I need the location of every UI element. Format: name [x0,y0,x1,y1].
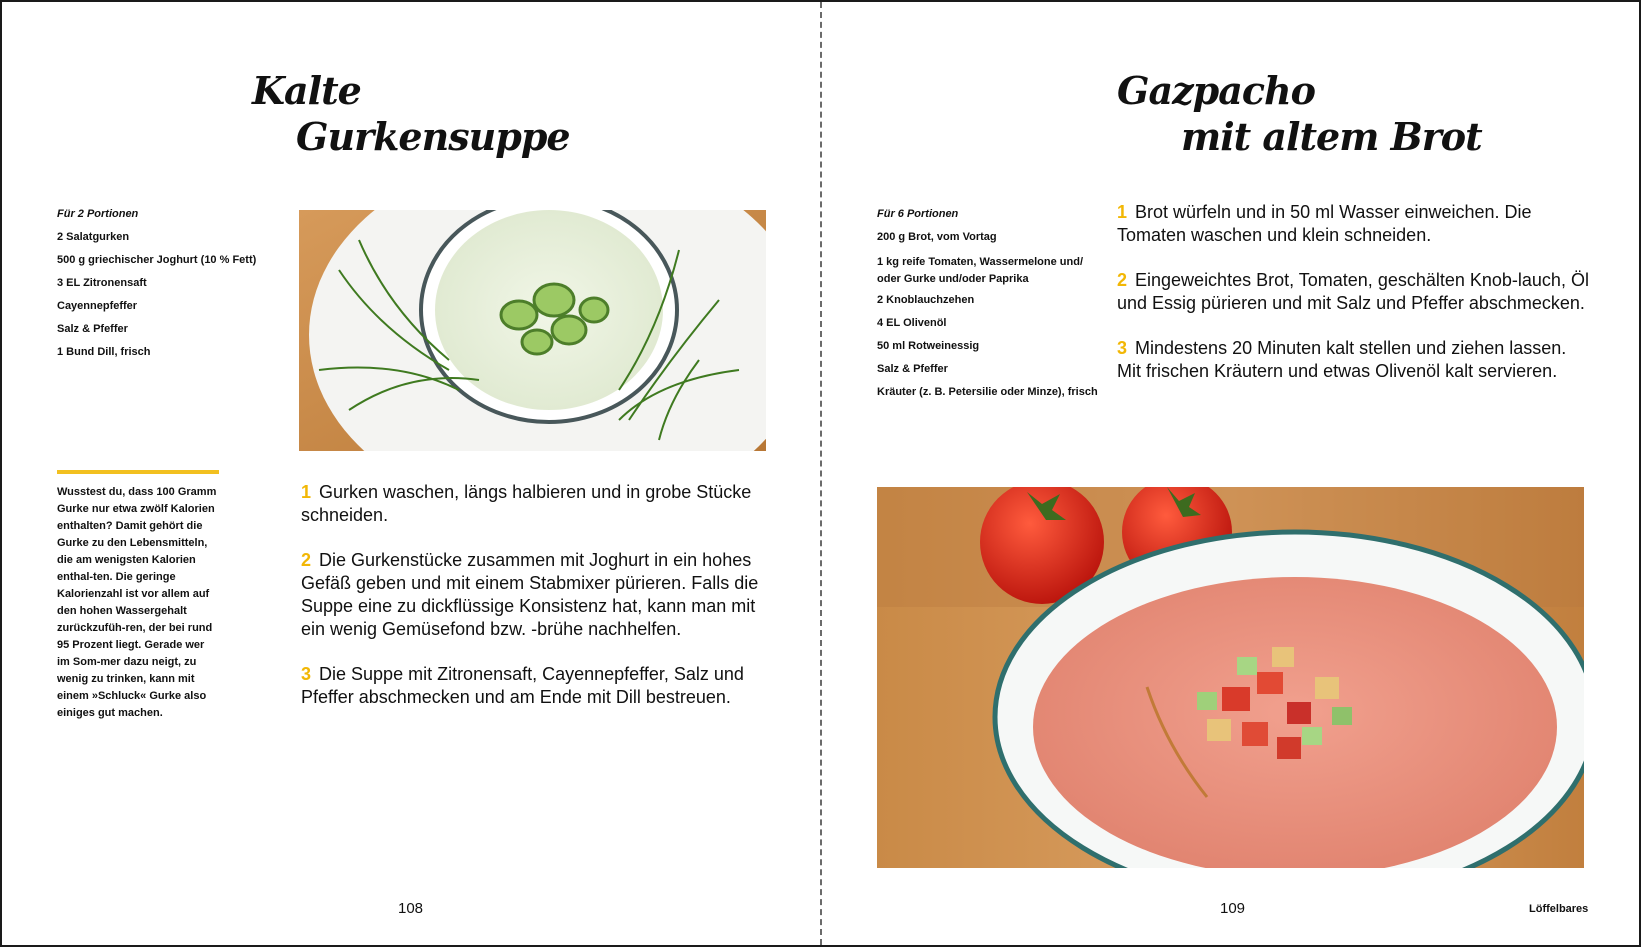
ingredient-item: 50 ml Rotweinessig [877,340,980,352]
title-line-1: Gazpacho [1117,68,1315,113]
ingredient-item: 3 EL Zitronensaft [57,277,147,289]
step-number: 3 [301,664,312,684]
step-text: Die Suppe mit Zitronensaft, Cayennepfeffer, Salz und Pfeffer abschmecken und am Ende mit Dill bestreuen. [301,664,744,707]
step-number: 2 [301,550,312,570]
step-text: Brot würfeln und in 50 ml Wasser einweichen. Die Tomaten waschen und klein schneiden. [1117,202,1532,245]
ingredient-item: 4 EL Olivenöl [877,317,947,329]
ingredient-item: Salz & Pfeffer [877,363,948,375]
step-number: 1 [301,482,312,502]
ingredient-item: Kräuter (z. B. Petersilie oder Minze), frisch [877,386,1098,398]
gazpacho-photo [877,487,1584,868]
page-number-right: 109 [1220,900,1246,917]
recipe-title-left [252,68,570,160]
recipe-title-right [1117,68,1482,160]
page-left [2,2,820,945]
fact-box-text: Wusstest du, dass 100 Gramm Gurke nur etwa zwölf Kalorien enthalten? Damit gehört die Gurke zu den Lebensmitteln, die am wenigsten Kalorien enthal-ten. Die geringe Kalorienzahl ist vor allem auf den hohen Wassergehalt zurückzufüh-ren, der bei rund 95 Prozent liegt. Gerade wer im Som-mer dazu neigt, zu wenig zu trinken, kann mit einem »Schluck« Gurke also einiges gut machen. [57,486,217,719]
portion-line: Für 6 Portionen [877,208,959,220]
cucumber-soup-photo [299,210,766,451]
ingredient-list-left [57,208,256,369]
gazpacho-image [877,487,1584,868]
step-item [1117,201,1592,247]
step-text: Mindestens 20 Minuten kalt stellen und ziehen lassen. Mit frischen Kräutern und etwas Olivenöl kalt servieren. [1117,338,1567,381]
step-number: 3 [1117,338,1128,358]
ingredient-item: 2 Knoblauchzehen [877,294,975,306]
cucumber-soup-image [299,210,766,451]
page-right [822,2,1639,945]
step-text: Die Gurkenstücke zusammen mit Joghurt in ein hohes Gefäß geben und mit einem Stabmixer pürieren. Falls die Suppe eine zu dickflüssige Konsistenz hat, kann man mit ein wenig Gemüsefond bzw. -brühe nachhelfen. [301,550,759,639]
steps-list-left [301,481,763,731]
step-text: Gurken waschen, längs halbieren und in grobe Stücke schneiden. [301,482,752,525]
portion-line: Für 2 Portionen [57,208,139,220]
ingredient-item: 500 g griechischer Joghurt (10 % Fett) [57,254,257,266]
step-number: 1 [1117,202,1128,222]
steps-list-right [1117,201,1592,405]
page-number-left: 108 [398,900,424,917]
step-number: 2 [1117,270,1128,290]
title-line-2: mit altem Brot [1181,114,1482,159]
step-item [301,663,763,709]
ingredient-item: 2 Salatgurken [57,231,130,243]
ingredient-item: Salz & Pfeffer [57,323,128,335]
fact-box-accent-bar [57,470,219,474]
step-item [1117,269,1592,315]
ingredient-item: Cayennepfeffer [57,300,138,312]
ingredient-item: 1 Bund Dill, frisch [57,346,151,358]
running-head: Löffelbares [1529,903,1589,915]
step-item [301,549,763,641]
title-line-1: Kalte [252,68,361,113]
ingredient-list-right [877,208,1102,409]
title-line-2: Gurkensuppe [296,114,570,159]
step-item [1117,337,1592,383]
step-text: Eingeweichtes Brot, Tomaten, geschälten Knob-lauch, Öl und Essig pürieren und mit Salz und Pfeffer abschmecken. [1117,270,1589,313]
step-item [301,481,763,527]
ingredient-item: 200 g Brot, vom Vortag [877,231,997,243]
ingredient-item: 1 kg reife Tomaten, Wassermelone und/ oder Gurke und/oder Paprika [877,256,1083,285]
